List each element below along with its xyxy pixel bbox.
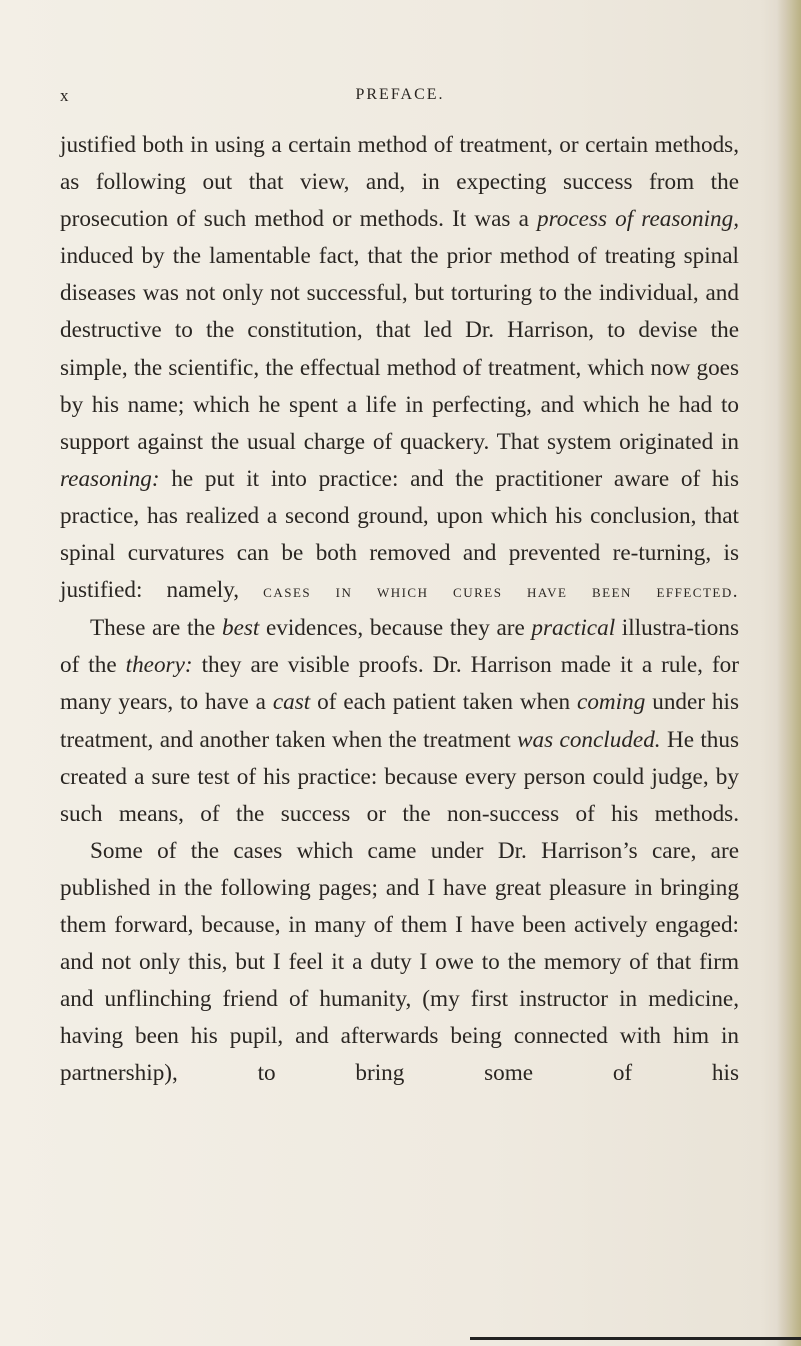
para2-text-7: He thus created a sure test of his practice: because every person could judge, by such means, of the success or the non-success of his methods.: [60, 726, 739, 827]
para2-italic-theory: theory:: [125, 652, 193, 679]
para2-text-1: These are the: [90, 615, 222, 642]
page-number: x: [60, 86, 70, 105]
para1-italic-process-of-reasoning: process of reasoning,: [537, 206, 739, 233]
paragraph-2: [60, 610, 739, 833]
para2-italic-was-concluded: was concluded.: [517, 726, 661, 753]
para2-text-4: they are visible proofs. Dr. Harrison made it a rule, for many years, to have a: [60, 652, 739, 716]
paragraph-3: [60, 833, 739, 1093]
para2-text-3: illustra-tions of the: [60, 615, 740, 679]
page-edge-shadow: [777, 0, 801, 1346]
para2-italic-coming: coming: [577, 689, 646, 716]
para2-text-2: evidences, because they are: [259, 615, 532, 642]
para3-text-1: Some of the cases which came under Dr. Harrison’s care, are published in the following pages; and I have great pleasure in bringing them forward, because, in many of them I have been actively engaged: and not only this, but I feel it a duty I owe to the memory of that firm and unflinching friend of humanity, (my first instructor in medicine, having been his pupil, and afterwards being connected with him in partnership), to bring some of his: [60, 837, 739, 1087]
para1-smallcaps-cases: cases in which cures have been effected.: [263, 581, 739, 603]
para2-text-5: of each patient taken when: [310, 689, 578, 716]
para1-text-1: justified both in using a certain method of treatment, or certain methods, as following out that view, and, in expecting success from the prosecution of such method or methods. It was a: [60, 132, 739, 233]
para2-italic-best: best: [221, 615, 260, 642]
para2-italic-cast: cast: [272, 689, 311, 716]
para1-italic-reasoning: reasoning:: [60, 465, 160, 492]
bottom-rule: [470, 1337, 801, 1340]
para1-text-2: induced by the lamentable fact, that the prior method of treating spinal diseases was not only not successful, but torturing to the individual, and destructive to the constitution, that led Dr. Harrison, to devise the simple, the scientific, the effectual method of treatment, which now goes by his name; which he spent a life in perfecting, and which he had to support against the usual charge of quackery. That system originated in: [60, 243, 739, 455]
paragraph-1: [60, 127, 739, 610]
para1-text-3: he put it into practice: and the practitioner aware of his practice, has realized a second ground, upon which his conclusion, that spinal curvatures can be both removed and prevented re-turning, is justified: namely,: [60, 465, 739, 604]
page-header: [60, 86, 740, 112]
running-head: PREFACE.: [355, 86, 445, 103]
para2-text-6: under his treatment, and another taken when the treatment: [60, 689, 739, 753]
body-text: [60, 127, 739, 1092]
para2-italic-practical: practical: [531, 615, 616, 642]
